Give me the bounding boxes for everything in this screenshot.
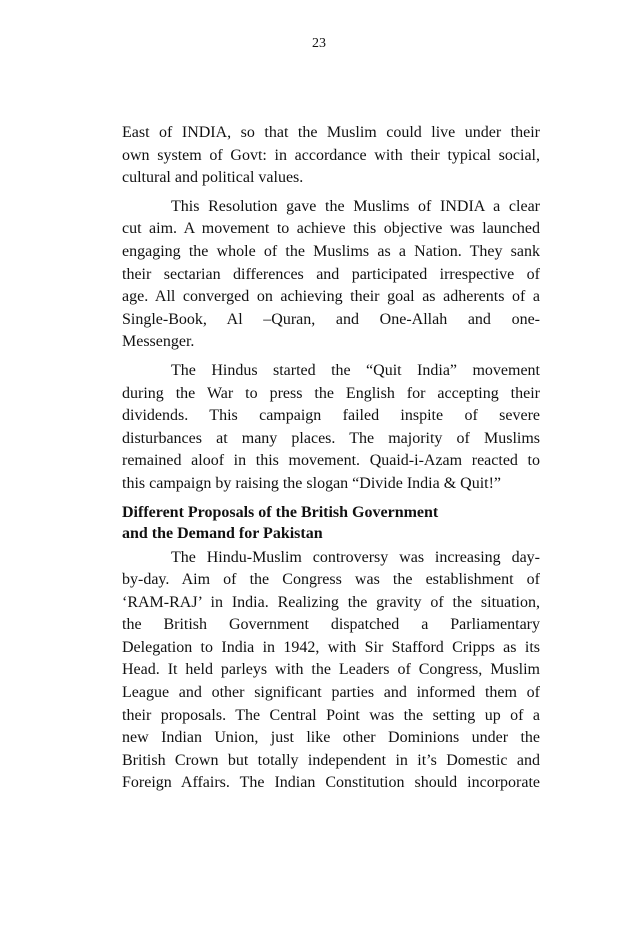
- text-line: during the War to press the English for accepting their: [122, 384, 540, 402]
- text-line: disturbances at many places. The majority of Muslims: [122, 429, 540, 447]
- text-line: ‘RAM-RAJ’ in India. Realizing the gravity of the situation,: [122, 593, 540, 611]
- section-heading: [122, 502, 540, 544]
- page-number: 23: [312, 36, 326, 51]
- paragraph-hindu-muslim-controversy: [122, 547, 540, 796]
- text-line: This Resolution gave the Muslims of INDIA a clear: [171, 197, 540, 215]
- text-line: Single-Book, Al –Quran, and One-Allah and one-: [122, 310, 540, 328]
- text-line: this campaign by raising the slogan “Divide India & Quit!”: [122, 474, 502, 492]
- text-line: The Hindu-Muslim controversy was increasing day-: [171, 548, 540, 566]
- text-line: The Hindus started the “Quit India” movement: [171, 361, 540, 379]
- text-line: League and other significant parties and informed them of: [122, 684, 540, 702]
- text-line: cultural and political values.: [122, 169, 304, 187]
- text-line: age. All converged on achieving their goal as adherents of a: [122, 288, 540, 306]
- text-line: Head. It held parleys with the Leaders of Congress, Muslim: [122, 661, 540, 679]
- text-line: engaging the whole of the Muslims as a Nation. They sank: [122, 242, 540, 260]
- text-line: Messenger.: [122, 333, 195, 351]
- paragraph-resolution: [122, 196, 540, 354]
- text-line: remained aloof in this movement. Quaid-i-Azam reacted to: [122, 452, 540, 470]
- text-line: by-day. Aim of the Congress was the establishment of: [122, 571, 540, 589]
- text-line: the British Government dispatched a Parliamentary: [122, 616, 540, 634]
- text-line: cut aim. A movement to achieve this objective was launched: [122, 220, 540, 238]
- text-line: new Indian Union, just like other Dominions under the: [122, 729, 540, 747]
- text-line: Foreign Affairs. The Indian Constitution should incorporate: [122, 774, 540, 792]
- text-line: Delegation to India in 1942, with Sir Stafford Cripps as its: [122, 638, 540, 656]
- paragraph-quit-india: [122, 360, 540, 496]
- heading-line: Different Proposals of the British Government: [122, 503, 439, 521]
- heading-line: and the Demand for Pakistan: [122, 524, 323, 542]
- text-line: their proposals. The Central Point was the setting up of a: [122, 706, 540, 724]
- text-line: East of INDIA, so that the Muslim could live under their: [122, 124, 540, 141]
- paragraph-east-of-india: [122, 122, 540, 190]
- text-line: their sectarian differences and participated irrespective of: [122, 265, 540, 283]
- text-line: British Crown but totally independent in it’s Domestic and: [122, 751, 540, 769]
- body-text: [122, 122, 540, 795]
- text-line: dividends. This campaign failed inspite of severe: [122, 407, 540, 425]
- text-line: own system of Govt: in accordance with their typical social,: [122, 146, 540, 164]
